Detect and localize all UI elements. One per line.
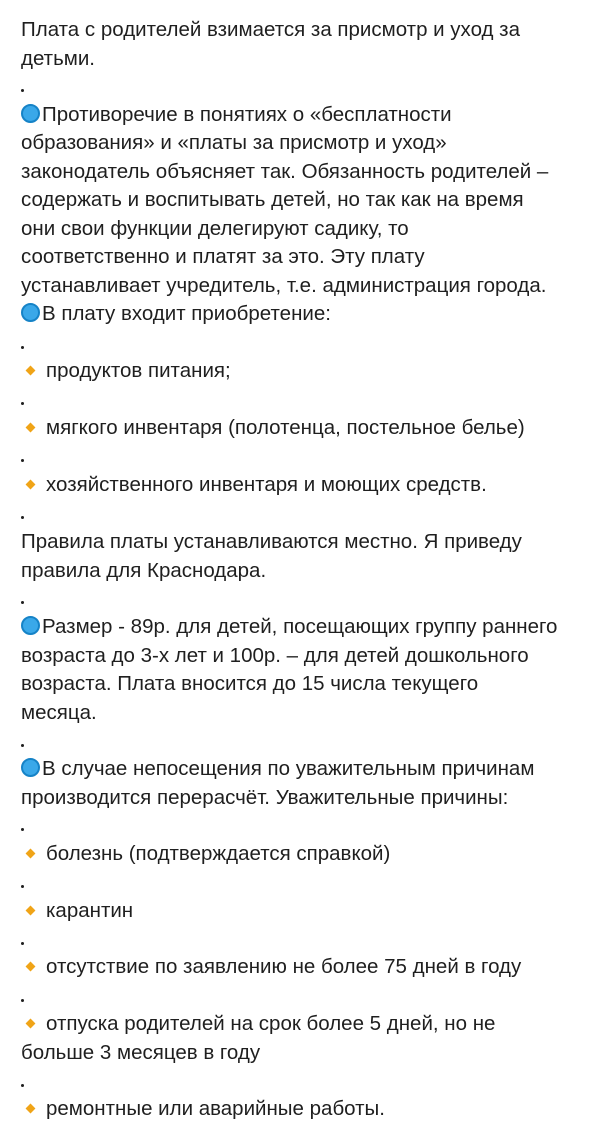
list-item	[21, 471, 487, 499]
list-item	[21, 414, 525, 442]
list-item	[21, 1095, 385, 1123]
intro-line-1: Плата с родителей взимается за присмотр и уход за	[21, 18, 520, 41]
includes-line	[21, 300, 331, 328]
separator-dot	[21, 999, 24, 1002]
separator-dot	[21, 744, 24, 747]
list-item-text: карантин	[46, 899, 134, 922]
size-line-2: возраста до 3-х лет и 100р. – для детей дошкольного	[21, 644, 529, 667]
contradiction-line-7: устанавливает учредитель, т.е. администрация города.	[21, 274, 547, 297]
orange-diamond-icon	[26, 366, 36, 376]
list-item	[21, 1010, 495, 1038]
separator-dot	[21, 828, 24, 831]
contradiction-line-6: соответственно и платят за это. Эту плату	[21, 245, 425, 268]
list-item-text: отпуска родителей на срок более 5 дней, но не	[46, 1012, 496, 1035]
list-item	[21, 357, 231, 385]
separator-dot	[21, 516, 24, 519]
list-item-text: хозяйственного инвентаря и моющих средств.	[46, 473, 487, 496]
separator-dot	[21, 885, 24, 888]
size-text-1: Размер - 89р. для детей, посещающих группу раннего	[42, 615, 558, 638]
contradiction-line-2: образования» и «платы за присмотр и уход»	[21, 131, 447, 154]
orange-diamond-icon	[26, 962, 36, 972]
includes-text: В плату входит приобретение:	[42, 302, 331, 325]
orange-diamond-icon	[26, 906, 36, 916]
intro-line-2: детьми.	[21, 47, 95, 70]
contradiction-line-3: законодатель объясняет так. Обязанность родителей –	[21, 160, 549, 183]
separator-dot	[21, 89, 24, 92]
blue-circle-icon	[21, 758, 40, 777]
list-item	[21, 953, 521, 981]
contradiction-line-1	[21, 101, 452, 129]
absence-text-1: В случае непосещения по уважительным причинам	[42, 757, 535, 780]
list-item	[21, 897, 133, 925]
blue-circle-icon	[21, 616, 40, 635]
rules-line-1: Правила платы устанавливаются местно. Я приведу	[21, 530, 522, 553]
contradiction-line-4: содержать и воспитывать детей, но так как на время	[21, 188, 524, 211]
orange-diamond-icon	[26, 1104, 36, 1114]
list-item-text: мягкого инвентаря (полотенца, постельное белье)	[46, 416, 525, 439]
blue-circle-icon	[21, 104, 40, 123]
list-item	[21, 840, 390, 868]
list-item-text: болезнь (подтверждается справкой)	[46, 842, 391, 865]
separator-dot	[21, 346, 24, 349]
orange-diamond-icon	[26, 423, 36, 433]
separator-dot	[21, 402, 24, 405]
list-item-continuation: больше 3 месяцев в году	[21, 1041, 261, 1064]
size-line-4: месяца.	[21, 701, 97, 724]
size-line-3: возраста. Плата вносится до 15 числа текущего	[21, 672, 479, 695]
separator-dot	[21, 601, 24, 604]
absence-line-2: производится перерасчёт. Уважительные причины:	[21, 786, 509, 809]
size-line-1	[21, 613, 557, 641]
blue-circle-icon	[21, 303, 40, 322]
orange-diamond-icon	[26, 480, 36, 490]
orange-diamond-icon	[26, 1019, 36, 1029]
list-item-text: отсутствие по заявлению не более 75 дней в году	[46, 955, 522, 978]
separator-dot	[21, 942, 24, 945]
list-item-text: продуктов питания;	[46, 359, 231, 382]
orange-diamond-icon	[26, 849, 36, 859]
contradiction-text-1: Противоречие в понятиях о «бесплатности	[42, 103, 452, 126]
rules-line-2: правила для Краснодара.	[21, 559, 267, 582]
separator-dot	[21, 1084, 24, 1087]
contradiction-line-5: они свои функции делегируют садику, то	[21, 217, 409, 240]
separator-dot	[21, 459, 24, 462]
list-item-text: ремонтные или аварийные работы.	[46, 1097, 385, 1120]
absence-line-1	[21, 755, 534, 783]
